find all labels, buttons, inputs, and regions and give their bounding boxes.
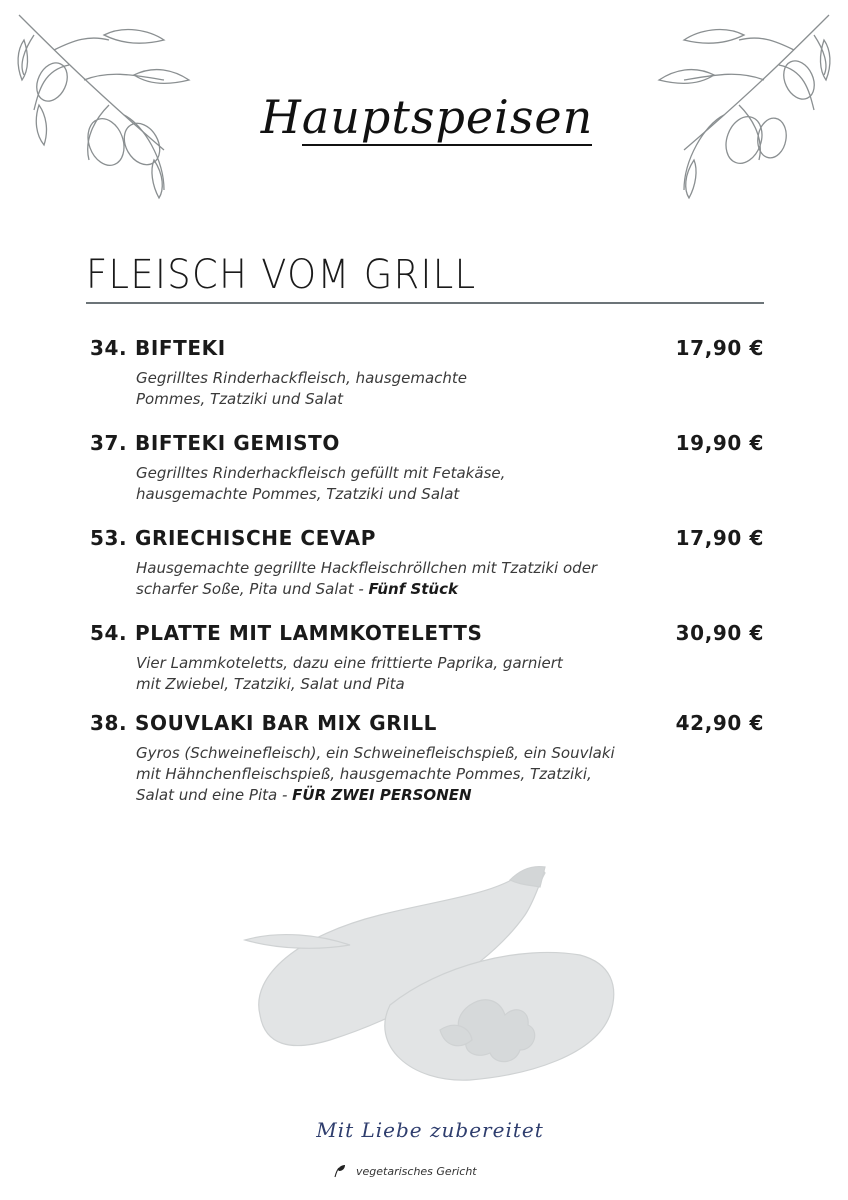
item-price: 30,90 € xyxy=(675,621,764,645)
olive-branch-icon xyxy=(654,10,834,200)
item-description xyxy=(136,463,566,505)
item-name: SOUVLAKI BAR MIX GRILL xyxy=(135,711,438,735)
menu-item xyxy=(90,621,764,711)
item-number: 54. xyxy=(90,621,128,645)
item-name: BIFTEKI xyxy=(135,336,226,360)
page-title-text: Hauptspeisen xyxy=(260,90,594,144)
menu-list xyxy=(90,336,764,806)
menu-item xyxy=(90,711,764,806)
page-title xyxy=(262,62,592,172)
item-name: PLATTE MIT LAMMKOTELETTS xyxy=(135,621,483,645)
olive-branch-icon xyxy=(14,10,194,200)
item-description xyxy=(136,743,616,806)
item-price: 42,90 € xyxy=(675,711,764,735)
item-number: 53. xyxy=(90,526,128,550)
item-description-text: Gegrilltes Rinderhackfleisch gefüllt mit Fetakäse, hausgemachte Pommes, Tzatziki und Salat xyxy=(136,464,506,503)
item-name: BIFTEKI GEMISTO xyxy=(135,431,341,455)
zucchini-illustration xyxy=(240,855,620,1095)
item-number: 34. xyxy=(90,336,128,360)
item-description-text: Gyros (Schweinefleisch), ein Schweinefleischspieß, ein Souvlaki mit Hähnchenfleischspieß, hausgemachte Pommes, Tzatziki, Salat und eine Pita - xyxy=(136,744,615,804)
item-note: Fünf Stück xyxy=(368,580,458,598)
item-price: 19,90 € xyxy=(675,431,764,455)
menu-item xyxy=(90,431,764,526)
item-number: 38. xyxy=(90,711,128,735)
item-number: 37. xyxy=(90,431,128,455)
menu-item xyxy=(90,526,764,621)
section-title: FLEISCH VOM GRILL xyxy=(86,252,477,298)
item-description xyxy=(136,558,636,600)
leaf-icon xyxy=(332,1164,346,1178)
item-description-text: Vier Lammkoteletts, dazu eine frittierte Paprika, garniert mit Zwiebel, Tzatziki, Salat und Pita xyxy=(136,654,563,693)
title-underline xyxy=(302,144,592,146)
item-description-text: Hausgemachte gegrillte Hackfleischröllchen mit Tzatziki oder scharfer Soße, Pita und Salat - xyxy=(136,559,598,598)
vegetarian-legend xyxy=(332,1164,477,1178)
item-price: 17,90 € xyxy=(675,336,764,360)
item-description xyxy=(136,653,566,695)
item-description-text: Gegrilltes Rinderhackfleisch, hausgemachte Pommes, Tzatziki und Salat xyxy=(136,369,468,408)
item-price: 17,90 € xyxy=(675,526,764,550)
vegetarian-legend-label: vegetarisches Gericht xyxy=(356,1164,477,1178)
item-name: GRIECHISCHE CEVAP xyxy=(135,526,377,550)
footer-script-text: Mit Liebe zubereitet xyxy=(316,1118,544,1142)
item-note: FÜR ZWEI PERSONEN xyxy=(292,786,472,804)
item-description xyxy=(136,368,536,410)
menu-item xyxy=(90,336,764,431)
section-divider xyxy=(86,302,764,304)
